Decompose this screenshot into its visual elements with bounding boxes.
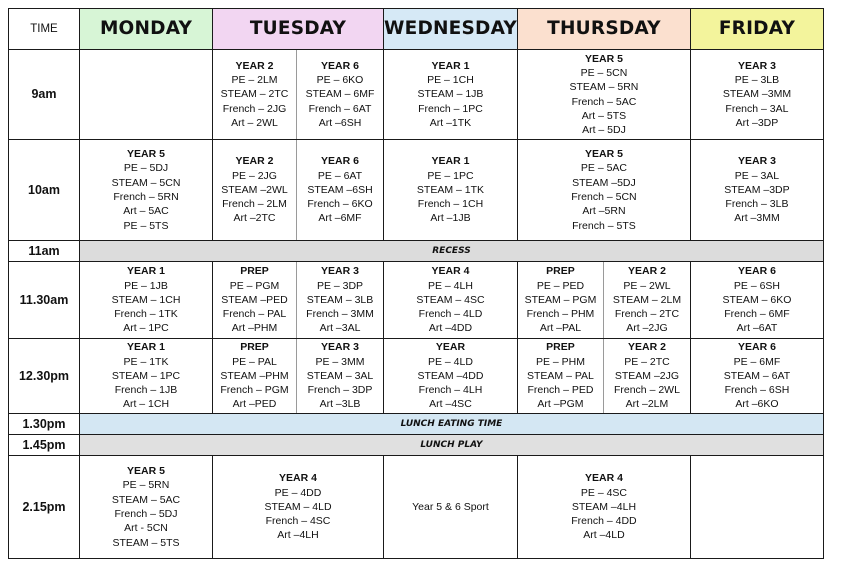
cell-thursday-b [603, 262, 690, 339]
cell-line: PE – 4DD [274, 486, 322, 499]
cell-line: Art –3AL [319, 322, 361, 335]
header-row [9, 9, 824, 50]
cell-line: Art –PAL [539, 322, 582, 335]
cell-line: PE – PAL [232, 355, 277, 368]
cell-thursday-a [517, 262, 603, 339]
cell-line: STEAM – 2LM [612, 293, 682, 306]
cell-monday [80, 456, 213, 559]
cell-heading: YEAR 2 [627, 341, 666, 354]
cell-line: STEAM – 6KO [722, 293, 792, 306]
cell-line: PE – 1PC [427, 169, 474, 182]
cell-line: PE – 4LH [428, 279, 473, 292]
time-label: 12.30pm [9, 339, 80, 414]
cell-line: French – 2TC [614, 308, 680, 321]
cell-line: PE – 3AL [734, 169, 780, 182]
cell-line: French – 3AL [725, 102, 789, 115]
cell-heading: YEAR 6 [737, 341, 776, 354]
cell-line: PE – 2JG [232, 169, 277, 182]
cell-line: PE – 3MM [315, 355, 365, 368]
cell-line: PE – 6KO [316, 74, 364, 87]
cell-line: PE – PGM [229, 279, 280, 292]
cell-tuesday-b [297, 50, 384, 140]
cell-line: PE – 5CN [580, 66, 628, 79]
cell-line: STEAM – 6AT [723, 369, 791, 382]
cell-line: PE – 5RN [122, 479, 170, 492]
cell-line: French – PED [527, 384, 594, 397]
cell-heading: YEAR 6 [321, 155, 359, 168]
day-header-wednesday: WEDNESDAY [384, 9, 518, 50]
cell-line: PE – 3DP [316, 279, 364, 292]
cell-line: STEAM –2WL [221, 183, 288, 196]
cell-line: Art –4LH [277, 529, 319, 542]
cell-line: STEAM – 1PC [111, 369, 181, 382]
cell-line: Art – 1CH [122, 398, 170, 411]
cell-tuesday-a [213, 140, 297, 241]
cell-line: STEAM –PHM [220, 369, 289, 382]
cell-line: Art – 1PC [123, 322, 169, 335]
cell-line: French – 5DJ [114, 508, 178, 520]
row-130pm [9, 414, 824, 435]
cell-line: Art –1JB [430, 212, 471, 225]
cell-line: PE – 4LD [428, 355, 473, 368]
cell-heading: YEAR 3 [737, 155, 776, 168]
cell-line: French – 2LM [222, 198, 287, 211]
cell-heading: YEAR 5 [127, 148, 165, 161]
cell-line: French – PAL [222, 308, 287, 321]
cell-line: PE – 6AT [317, 169, 363, 182]
cell-line: French – 4DD [571, 515, 637, 528]
cell-tuesday-a [213, 50, 297, 140]
row-10am [9, 140, 824, 241]
time-label: 2.15pm [9, 456, 80, 559]
cell-line: PE – 3LB [734, 74, 780, 87]
cell-line: Art –PHM [231, 322, 278, 335]
row-1230pm [9, 339, 824, 414]
cell-line: STEAM – 5AC [111, 493, 181, 506]
time-label: 1.45pm [9, 435, 80, 456]
cell-line: Art – 5DJ [582, 124, 626, 137]
cell-line: PE – 1JB [124, 279, 168, 292]
cell-line: PE – 2WL [623, 279, 671, 292]
cell-line: Art –5RN [582, 205, 626, 218]
cell-line: STEAM –3MM [722, 88, 792, 101]
cell-line: Art - 5CN [124, 522, 168, 535]
cell-line: STEAM – 2TC [220, 88, 289, 101]
cell-line: French – PGM [220, 384, 289, 397]
cell-thursday-a [517, 339, 603, 414]
cell-line: PE – 6MF [733, 355, 781, 368]
cell-wednesday [384, 262, 518, 339]
cell-line: French – 4LH [418, 384, 483, 397]
cell-line: Art –3LB [319, 398, 361, 411]
time-label: 11am [9, 241, 80, 262]
day-header-friday: FRIDAY [690, 9, 823, 50]
cell-line: Art –2TC [233, 212, 276, 225]
cell-line: Art – 5AC [123, 205, 169, 218]
cell-tuesday-b [297, 140, 384, 241]
cell-line: French – 6MF [724, 308, 790, 321]
cell-line: STEAM – PAL [526, 369, 594, 382]
cell-thursday-b [603, 339, 690, 414]
time-header: TIME [9, 9, 80, 50]
cell-line: Art –6KO [735, 398, 779, 411]
cell-heading: YEAR 4 [431, 265, 470, 278]
cell-monday [80, 50, 213, 140]
cell-heading: YEAR 5 [584, 52, 623, 65]
cell-line: French – 4LD [418, 308, 483, 321]
row-145pm [9, 435, 824, 456]
cell-heading: PREP [240, 341, 269, 354]
cell-line: French – PHM [526, 308, 595, 321]
cell-line: STEAM –3DP [724, 183, 790, 196]
day-header-tuesday: TUESDAY [213, 9, 384, 50]
cell-monday [80, 140, 213, 241]
cell-line: French – 5CN [571, 191, 637, 203]
cell-monday [80, 339, 213, 414]
time-label: 9am [9, 50, 80, 140]
cell-line: PE – 4SC [580, 486, 627, 499]
cell-line: STEAM – 1JB [417, 88, 484, 101]
cell-heading: YEAR 4 [584, 472, 623, 485]
cell-heading: YEAR 3 [737, 59, 776, 72]
cell-line: French – 5AC [571, 95, 637, 108]
cell-line: French – 1JB [114, 384, 178, 397]
cell-heading: PREP [546, 341, 575, 354]
cell-line: PE – PHM [535, 355, 585, 368]
cell-line: Art –4SC [429, 398, 472, 411]
cell-wednesday [384, 50, 518, 140]
cell-line: STEAM –2JG [614, 369, 680, 382]
cell-line: French – 2WL [613, 384, 680, 397]
cell-line: PE – 1CH [427, 74, 474, 87]
cell-heading: YEAR 5 [127, 465, 165, 478]
cell-line: PE – 6SH [733, 279, 780, 292]
cell-tuesday [213, 456, 384, 559]
cell-heading: YEAR 2 [627, 265, 666, 278]
cell-heading: YEAR 1 [127, 341, 165, 354]
cell-line: French – 5TS [572, 219, 636, 232]
cell-monday [80, 262, 213, 339]
cell-friday [690, 50, 823, 140]
cell-line: STEAM – PGM [524, 293, 597, 306]
cell-line: STEAM – 5RN [569, 81, 639, 94]
cell-line: French – 3LB [725, 198, 789, 211]
cell-heading: PREP [240, 265, 269, 278]
cell-friday [690, 262, 823, 339]
cell-line: STEAM –4DD [417, 369, 484, 382]
cell-line: PE – 2LM [231, 74, 278, 87]
cell-line: PE – 1TK [123, 355, 169, 368]
cell-line: Art –3DP [735, 116, 779, 129]
cell-line: Art – 5TS [581, 109, 627, 122]
cell-line: French – 1TK [114, 308, 178, 321]
cell-wednesday-sport: Year 5 & 6 Sport [384, 456, 518, 559]
cell-heading: YEAR 5 [584, 148, 623, 161]
row-1130am [9, 262, 824, 339]
cell-friday [690, 140, 823, 241]
cell-line: STEAM – 6MF [305, 88, 375, 101]
cell-wednesday [384, 140, 518, 241]
cell-line: French – 2JG [222, 102, 287, 115]
cell-line: French – 3DP [307, 384, 373, 397]
cell-friday [690, 339, 823, 414]
day-header-thursday: THURSDAY [517, 9, 690, 50]
cell-line: French – 5RN [113, 191, 179, 203]
cell-friday [690, 456, 823, 559]
cell-heading: YEAR 3 [321, 341, 359, 354]
cell-line: Art –4LD [583, 529, 625, 542]
cell-line: Art –PED [232, 398, 277, 411]
timetable [8, 8, 824, 559]
cell-line: French – 6AT [308, 102, 372, 115]
day-header-monday: MONDAY [80, 9, 213, 50]
row-11am [9, 241, 824, 262]
cell-line: PE – PED [536, 279, 585, 292]
cell-heading: YEAR 6 [321, 59, 359, 72]
cell-heading: YEAR 1 [127, 265, 165, 278]
cell-line: Art –2LM [625, 398, 669, 411]
row-9am [9, 50, 824, 140]
time-label: 11.30am [9, 262, 80, 339]
cell-heading: YEAR 1 [431, 155, 470, 168]
cell-heading: YEAR 2 [235, 59, 274, 72]
cell-tuesday-a [213, 262, 297, 339]
cell-line: French – 1PC [418, 102, 483, 115]
cell-line: French – 4SC [265, 515, 331, 528]
cell-line: STEAM – 3LB [306, 293, 374, 306]
cell-heading: YEAR 2 [235, 155, 274, 168]
time-label: 1.30pm [9, 414, 80, 435]
time-label: 10am [9, 140, 80, 241]
cell-heading: YEAR 4 [279, 472, 317, 485]
cell-heading: YEAR 1 [431, 59, 470, 72]
cell-line: Art –6SH [318, 116, 362, 129]
cell-line: STEAM – 5TS [112, 536, 180, 549]
cell-thursday [517, 456, 690, 559]
cell-line: Art –6MF [318, 212, 362, 225]
cell-line: PE – 2TC [624, 355, 670, 368]
cell-line: STEAM – 1CH [111, 293, 181, 306]
cell-tuesday-b [297, 339, 384, 414]
cell-line: STEAM –6SH [307, 183, 373, 196]
cell-line: French – 6SH [724, 384, 790, 397]
cell-heading: PREP [546, 265, 575, 278]
cell-line: STEAM –PED [221, 293, 288, 306]
cell-line: PE – 5TS [123, 219, 169, 232]
cell-line: French – 6KO [307, 198, 373, 211]
cell-line: French – 1CH [417, 198, 484, 211]
cell-line: Art –2JG [626, 322, 668, 335]
cell-heading: YEAR 3 [321, 265, 359, 278]
cell-line: STEAM – 3AL [306, 369, 374, 382]
cell-line: PE – 5DJ [123, 162, 169, 175]
cell-line: Art –4DD [428, 322, 473, 335]
recess-band: RECESS [80, 241, 824, 262]
cell-line: Art –1TK [429, 116, 472, 129]
cell-line: STEAM – 5CN [111, 176, 181, 189]
cell-thursday [517, 50, 690, 140]
cell-line: French – 3MM [306, 308, 374, 321]
cell-line: PE – 5AC [580, 162, 627, 175]
cell-line: STEAM –5DJ [572, 176, 636, 189]
cell-line: STEAM – 4SC [416, 293, 485, 306]
lunch-play-band: LUNCH PLAY [80, 435, 824, 456]
cell-line: STEAM –4LH [571, 500, 637, 513]
cell-thursday [517, 140, 690, 241]
cell-line: Art –3MM [734, 212, 780, 225]
cell-tuesday-a [213, 339, 297, 414]
cell-tuesday-b [297, 262, 384, 339]
cell-heading: YEAR [435, 341, 466, 354]
cell-line: STEAM – 1TK [416, 183, 485, 196]
lunch-eating-band: LUNCH EATING TIME [80, 414, 824, 435]
cell-line: Art –6AT [736, 322, 778, 335]
cell-line: Art –PGM [537, 398, 584, 411]
cell-wednesday [384, 339, 518, 414]
cell-heading: YEAR 6 [737, 265, 776, 278]
cell-line: Art – 2WL [231, 116, 278, 129]
row-215pm [9, 456, 824, 559]
cell-line: STEAM – 4LD [264, 500, 332, 513]
